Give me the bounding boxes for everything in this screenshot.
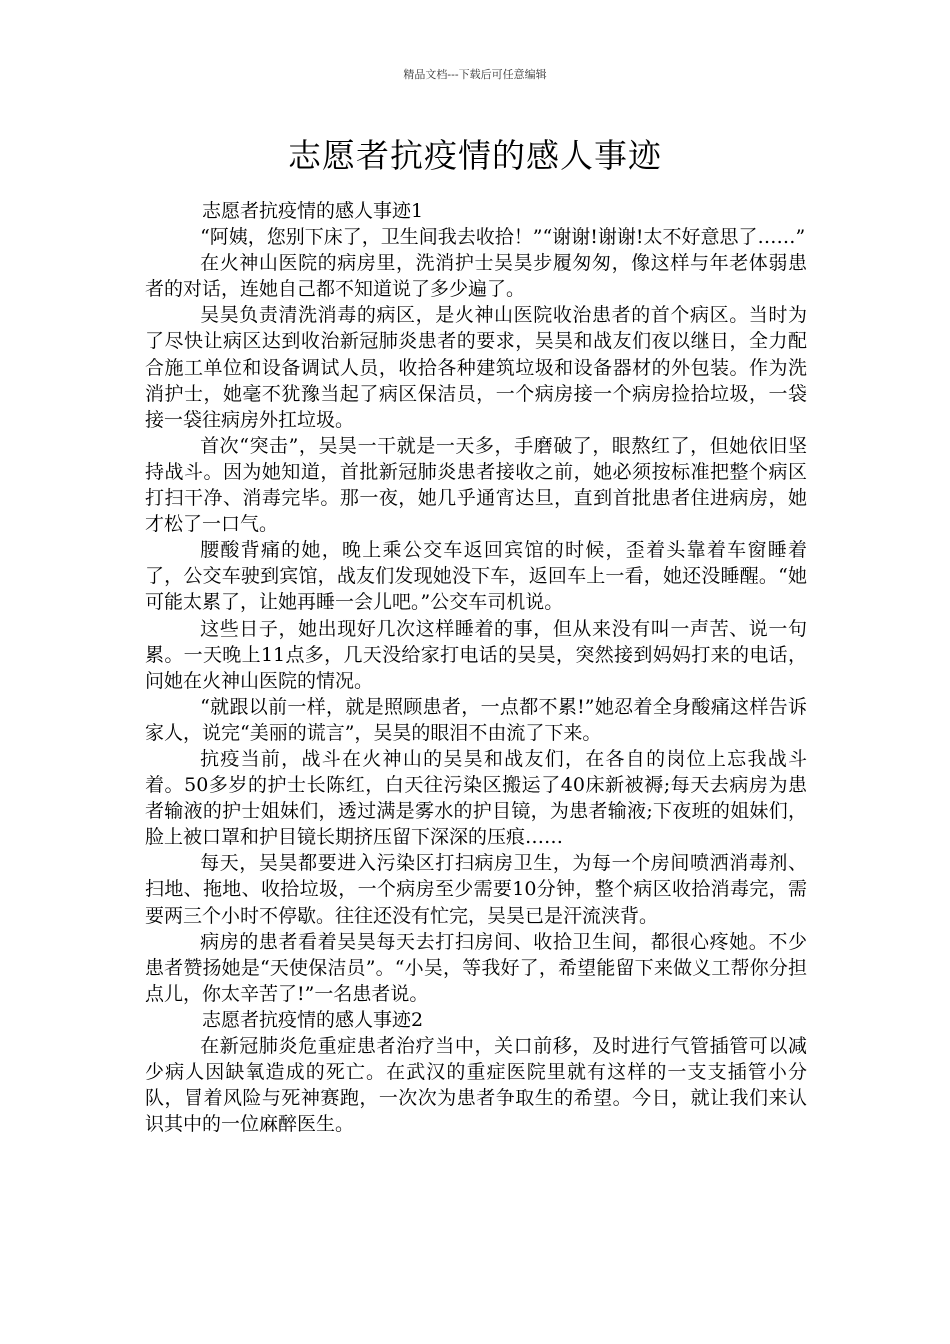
paragraph: 抗疫当前，战斗在火神山的吴昊和战友们，在各自的岗位上忘我战斗着。50多岁的护士长陈红，白天往污染区搬运了40床新被褥;每天去病房为患者输液的护士姐妹们，透过满是雾水的护目镜，为患者输液;下夜班的姐妹们，脸上被口罩和护目镜长期挤压留下深深的压痕……	[145, 747, 807, 849]
paragraph: “阿姨，您别下床了，卫生间我去收拾！”“谢谢!谢谢!太不好意思了……”	[200, 226, 806, 249]
paragraph: 首次“突击”，吴昊一干就是一天多，手磨破了，眼熬红了，但她依旧坚持战斗。因为她知道，首批新冠肺炎患者接收之前，她必须按标准把整个病区打扫干净、消毒完毕。那一夜，她几乎通宵达旦，直到首批患者住进病房，她才松了一口气。	[145, 434, 807, 536]
header-note: 精品文档---下载后可任意编辑	[403, 68, 547, 81]
page-title: 志愿者抗疫情的感人事迹	[288, 136, 662, 175]
paragraph: 病房的患者看着吴昊每天去打扫房间、收拾卫生间，都很心疼她。不少患者赞扬她是“天使保洁员”。“小吴，等我好了，希望能留下来做义工帮你分担点儿，你太辛苦了!”一名患者说。	[145, 930, 807, 1005]
paragraph: 每天，吴昊都要进入污染区打扫病房卫生，为每一个房间喷洒消毒剂、扫地、拖地、收拾垃圾，一个病房至少需要10分钟，整个病区收拾消毒完，需要两三个小时不停歇。往往还没有忙完，吴昊已是汗流浃背。	[145, 852, 807, 927]
paragraph: 吴昊负责清洗消毒的病区，是火神山医院收治患者的首个病区。当时为了尽快让病区达到收治新冠肺炎患者的要求，吴昊和战友们夜以继日，全力配合施工单位和设备调试人员，收拾各种建筑垃圾和设备器材的外包装。作为洗消护士，她毫不犹豫当起了病区保洁员，一个病房接一个病房捡拾垃圾，一袋接一袋往病房外扛垃圾。	[145, 304, 807, 431]
section-heading-1: 志愿者抗疫情的感人事迹1	[202, 200, 424, 222]
document-body	[145, 198, 807, 1137]
paragraph: 腰酸背痛的她，晚上乘公交车返回宾馆的时候，歪着头靠着车窗睡着了，公交车驶到宾馆，战友们发现她没下车，返回车上一看，她还没睡醒。“她可能太累了，让她再睡一会儿吧。”公交车司机说。	[145, 539, 807, 614]
paragraph: “就跟以前一样，就是照顾患者，一点都不累!”她忍着全身酸痛这样告诉家人，说完“美丽的谎言”，吴昊的眼泪不由流了下来。	[145, 695, 807, 744]
paragraph: 在火神山医院的病房里，洗消护士吴昊步履匆匆，像这样与年老体弱患者的对话，连她自己都不知道说了多少遍了。	[145, 252, 807, 301]
section-heading-2: 志愿者抗疫情的感人事迹2	[202, 1008, 424, 1031]
paragraph: 这些日子，她出现好几次这样睡着的事，但从来没有叫一声苦、说一句累。一天晚上11点多，几天没给家打电话的吴昊，突然接到妈妈打来的电话，问她在火神山医院的情况。	[145, 617, 807, 692]
paragraph: 在新冠肺炎危重症患者治疗当中，关口前移，及时进行气管插管可以减少病人因缺氧造成的死亡。在武汉的重症医院里就有这样的一支支插管小分队，冒着风险与死神赛跑，一次次为患者争取生的希望。今日，就让我们来认识其中的一位麻醉医生。	[145, 1035, 807, 1136]
